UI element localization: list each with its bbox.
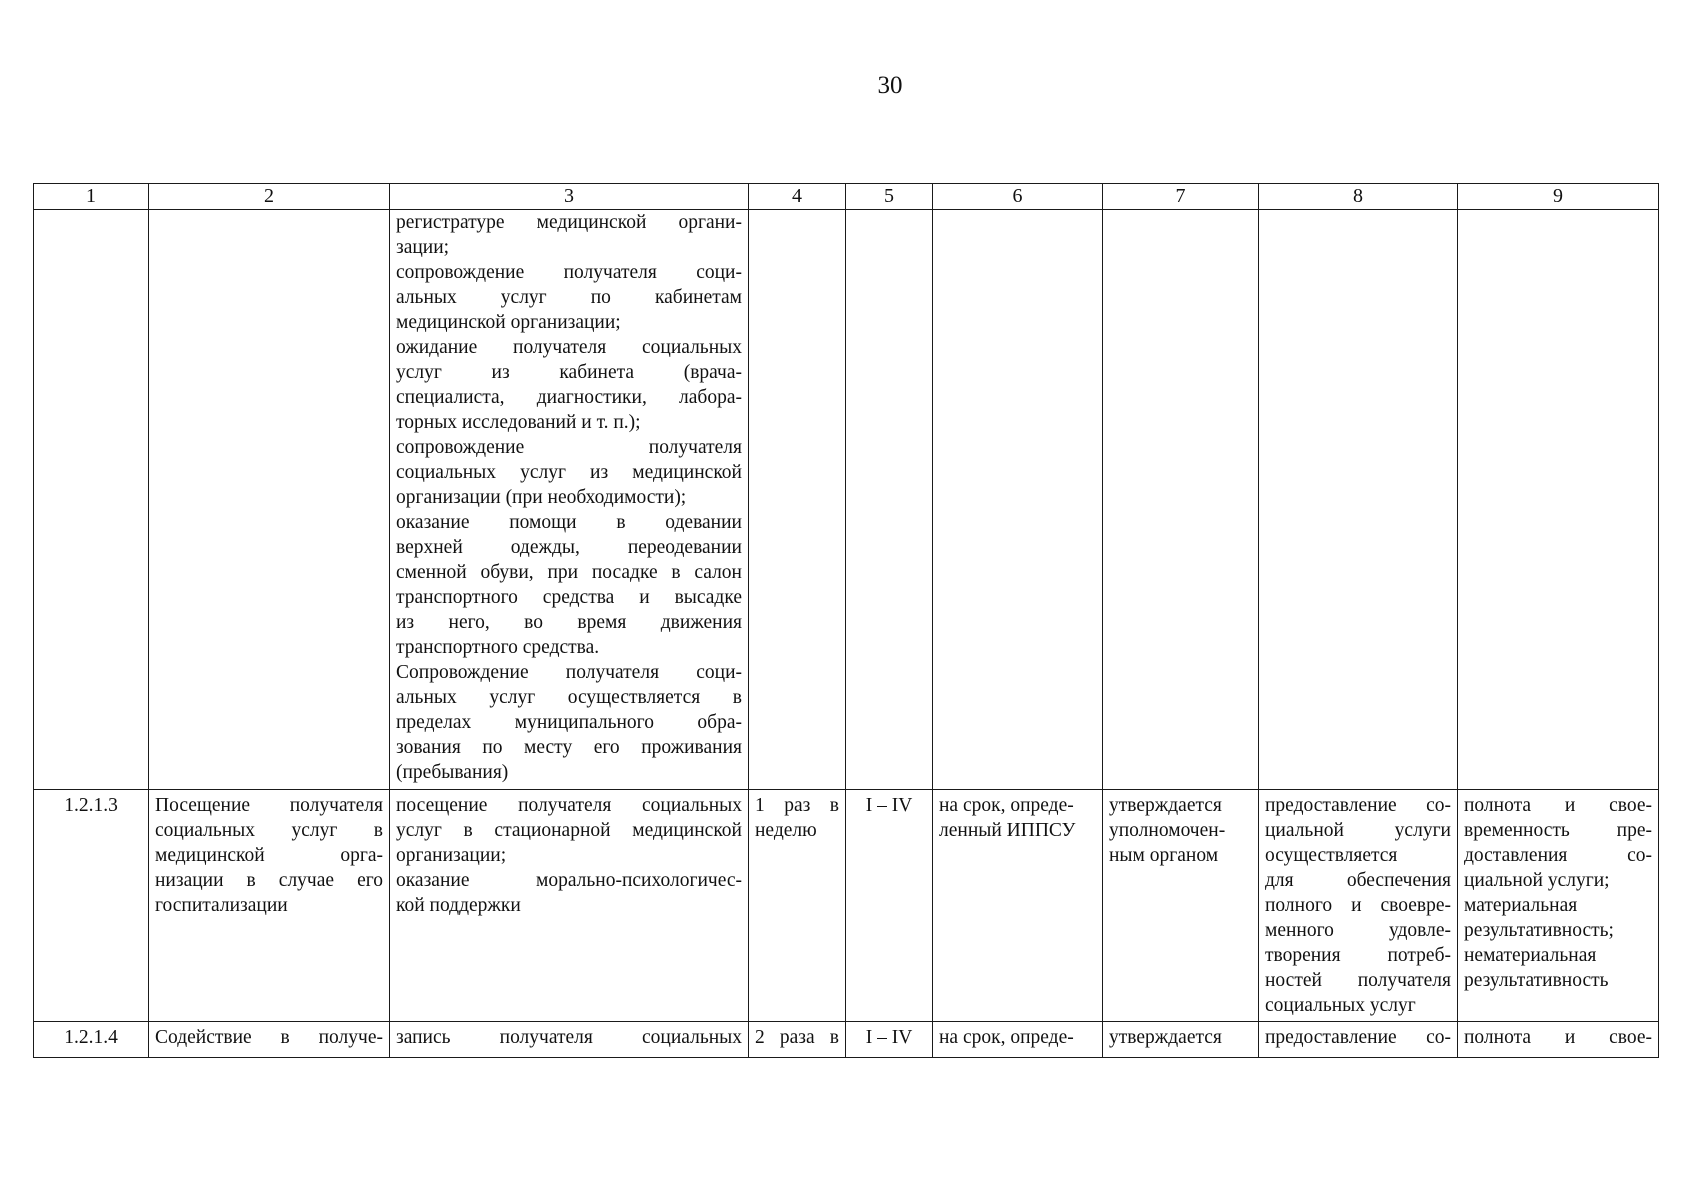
service-frequency: 1 раз в неделю	[749, 790, 846, 1022]
service-quality: полнота и свое- временность пре- доставления со- циальной услуги; материальная результативность; нематериальная результативность	[1458, 790, 1659, 1022]
cell-empty	[34, 210, 149, 790]
service-term: на срок, опреде- ленный ИППСУ	[933, 790, 1103, 1022]
row-number: 1.2.1.4	[34, 1022, 149, 1058]
header-col-1: 1	[34, 184, 149, 210]
header-col-7: 7	[1103, 184, 1259, 210]
service-groups: I – IV	[846, 1022, 933, 1058]
cell-empty	[933, 210, 1103, 790]
service-frequency: 2 раза в	[749, 1022, 846, 1058]
service-name: Посещение получателя социальных услуг в медицинской орга- низации в случае его госпитализации	[149, 790, 390, 1022]
header-col-9: 9	[1458, 184, 1659, 210]
service-conditions: предоставление со- циальной услуги осуществляется для обеспечения полного и своевре- менного удовле- творения потреб- ностей получателя социальных услуг	[1259, 790, 1458, 1022]
cell-empty	[1259, 210, 1458, 790]
header-row	[34, 184, 1659, 210]
row-number: 1.2.1.3	[34, 790, 149, 1022]
service-description: запись получателя социальных	[390, 1022, 749, 1058]
page-number: 30	[877, 72, 903, 99]
service-description: посещение получателя социальных услуг в стационарной медицинской организации; оказание морально-психологичес- кой поддержки	[390, 790, 749, 1022]
cell-empty	[846, 210, 933, 790]
header-col-8: 8	[1259, 184, 1458, 210]
service-name: Содействие в получе-	[149, 1022, 390, 1058]
cell-empty	[149, 210, 390, 790]
cell-empty	[1103, 210, 1259, 790]
cell-empty	[749, 210, 846, 790]
service-conditions: предоставление со-	[1259, 1022, 1458, 1058]
table-row-continuation	[34, 210, 1659, 790]
table-row-1-2-1-4	[34, 1022, 1659, 1058]
table-row-1-2-1-3	[34, 790, 1659, 1022]
header-col-2: 2	[149, 184, 390, 210]
cell-empty	[1458, 210, 1659, 790]
service-tariff: утверждается	[1103, 1022, 1259, 1058]
services-table	[33, 183, 1659, 1058]
service-term: на срок, опреде-	[933, 1022, 1103, 1058]
header-col-5: 5	[846, 184, 933, 210]
cell-description: регистратуре медицинской органи- зации; сопровождение получателя соци- альных услуг по кабинетам медицинской организации; ожидание получателя социальных услуг из кабинета (врача- специалиста, диагностики, лабора- торных исследований и т. п.); сопровождение получателя социальных услуг из медицинской организации (при необходимости); оказание помощи в одевании верхней одежды, переодевании сменной обуви, при посадке в салон транспортного средства и высадке из него, во время движения транспортного средства. Сопровождение получателя соци- альных услуг осуществляется в пределах муниципального обра- зования по месту его проживания (пребывания)	[390, 210, 749, 790]
header-col-6: 6	[933, 184, 1103, 210]
service-groups: I – IV	[846, 790, 933, 1022]
service-tariff: утверждается уполномочен- ным органом	[1103, 790, 1259, 1022]
header-col-4: 4	[749, 184, 846, 210]
service-quality: полнота и свое-	[1458, 1022, 1659, 1058]
header-col-3: 3	[390, 184, 749, 210]
